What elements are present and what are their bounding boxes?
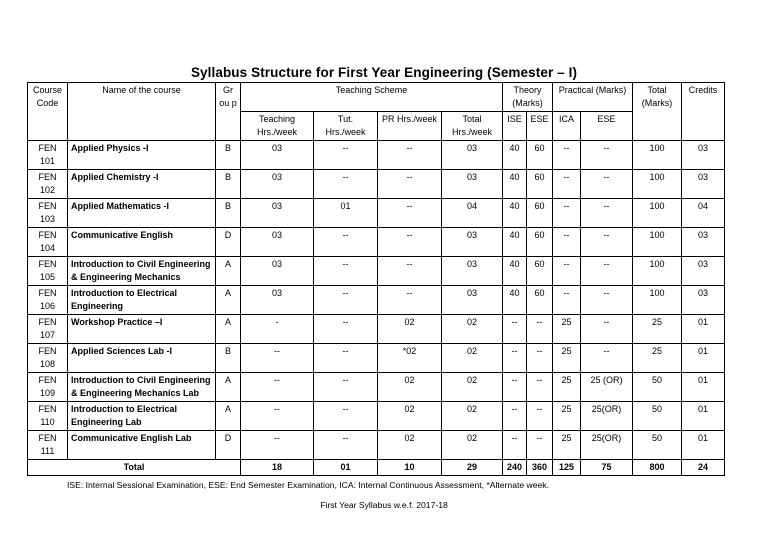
total-marks-sum: 800 [633, 460, 682, 476]
course-code: FEN 110 [28, 402, 68, 431]
total-hrs: 02 [442, 373, 503, 402]
header-teaching-scheme: Teaching Scheme [241, 83, 503, 112]
total-hrs: 03 [442, 170, 503, 199]
group: B [216, 141, 241, 170]
practical-ese: 25(OR) [581, 431, 633, 460]
total-hrs: 03 [442, 228, 503, 257]
table-row [28, 199, 725, 228]
ise: 40 [503, 228, 527, 257]
practical-ese: -- [581, 170, 633, 199]
credits: 01 [682, 402, 725, 431]
practical-ese: -- [581, 257, 633, 286]
ese: -- [527, 373, 553, 402]
total-marks: 25 [633, 344, 682, 373]
pr: 02 [378, 315, 442, 344]
teaching: -- [241, 402, 314, 431]
credits: 03 [682, 170, 725, 199]
practical-ese: -- [581, 286, 633, 315]
header-total-hrs: Total Hrs./week [442, 112, 503, 141]
ica: 25 [553, 402, 581, 431]
ese: -- [527, 344, 553, 373]
group: A [216, 286, 241, 315]
teaching: -- [241, 344, 314, 373]
total-hrs: 02 [442, 315, 503, 344]
pr: 02 [378, 402, 442, 431]
ica: -- [553, 199, 581, 228]
course-code: FEN 109 [28, 373, 68, 402]
tut: 01 [314, 199, 378, 228]
header-ese: ESE [527, 112, 553, 141]
ise: 40 [503, 170, 527, 199]
tut: -- [314, 431, 378, 460]
header-course-name: Name of the course [68, 83, 216, 141]
group: B [216, 199, 241, 228]
course-code: FEN 104 [28, 228, 68, 257]
tut: -- [314, 170, 378, 199]
tut: -- [314, 344, 378, 373]
credits: 01 [682, 431, 725, 460]
total-marks: 50 [633, 431, 682, 460]
teaching: -- [241, 431, 314, 460]
document-title: Syllabus Structure for First Year Engineering (Semester – I) [190, 65, 578, 80]
teaching: 03 [241, 170, 314, 199]
ese: 60 [527, 199, 553, 228]
total-marks: 25 [633, 315, 682, 344]
total-ise: 240 [503, 460, 527, 476]
pr: -- [378, 228, 442, 257]
syllabus-table [27, 82, 725, 476]
course-code: FEN 106 [28, 286, 68, 315]
total-marks: 100 [633, 228, 682, 257]
table-row [28, 257, 725, 286]
total-marks: 100 [633, 141, 682, 170]
tut: -- [314, 228, 378, 257]
course-name: Communicative English Lab [68, 431, 216, 460]
credits: 01 [682, 315, 725, 344]
credits: 03 [682, 286, 725, 315]
header-course-code: Course Code [28, 83, 68, 141]
ise: -- [503, 402, 527, 431]
practical-ese: -- [581, 315, 633, 344]
header-practical-ese: ESE [581, 112, 633, 141]
total-marks: 100 [633, 257, 682, 286]
tut: -- [314, 286, 378, 315]
credits: 01 [682, 373, 725, 402]
tut: -- [314, 373, 378, 402]
course-code: FEN 103 [28, 199, 68, 228]
table-row [28, 315, 725, 344]
ica: 25 [553, 315, 581, 344]
header-ica: ICA [553, 112, 581, 141]
course-name: Applied Sciences Lab -I [68, 344, 216, 373]
total-hrs: 02 [442, 344, 503, 373]
pr: -- [378, 170, 442, 199]
course-name: Introduction to Civil Engineering & Engineering Mechanics [68, 257, 216, 286]
ise: -- [503, 431, 527, 460]
header-tut: Tut. Hrs./week [314, 112, 378, 141]
ise: -- [503, 344, 527, 373]
table-row [28, 286, 725, 315]
ica: -- [553, 286, 581, 315]
ise: -- [503, 373, 527, 402]
credits: 03 [682, 141, 725, 170]
pr: -- [378, 141, 442, 170]
course-code: FEN 107 [28, 315, 68, 344]
course-code: FEN 111 [28, 431, 68, 460]
ica: 25 [553, 431, 581, 460]
ica: -- [553, 257, 581, 286]
table-row [28, 141, 725, 170]
teaching: 03 [241, 199, 314, 228]
ise: 40 [503, 286, 527, 315]
ise: 40 [503, 199, 527, 228]
tut: -- [314, 257, 378, 286]
total-hrs: 03 [442, 141, 503, 170]
header-group: Gr ou p [216, 83, 241, 141]
teaching: 03 [241, 286, 314, 315]
total-ica: 125 [553, 460, 581, 476]
page-footer: First Year Syllabus w.e.f. 2017-18 [320, 500, 448, 510]
pr: *02 [378, 344, 442, 373]
tut: -- [314, 402, 378, 431]
ese: 60 [527, 257, 553, 286]
ese: 60 [527, 286, 553, 315]
credits: 03 [682, 257, 725, 286]
total-ese: 360 [527, 460, 553, 476]
teaching: 03 [241, 141, 314, 170]
pr: -- [378, 199, 442, 228]
ese: 60 [527, 170, 553, 199]
group: B [216, 170, 241, 199]
course-name: Workshop Practice –I [68, 315, 216, 344]
table-row [28, 402, 725, 431]
course-code: FEN 105 [28, 257, 68, 286]
total-hrs: 03 [442, 257, 503, 286]
ese: -- [527, 315, 553, 344]
table-row [28, 170, 725, 199]
credits: 01 [682, 344, 725, 373]
ica: -- [553, 141, 581, 170]
group: A [216, 257, 241, 286]
practical-ese: 25(OR) [581, 402, 633, 431]
header-practical: Practical (Marks) [553, 83, 633, 112]
practical-ese: -- [581, 199, 633, 228]
practical-ese: -- [581, 344, 633, 373]
total-hrs: 02 [442, 402, 503, 431]
header-pr: PR Hrs./week [378, 112, 442, 141]
total-tut: 01 [314, 460, 378, 476]
table-row [28, 228, 725, 257]
teaching: -- [241, 373, 314, 402]
total-marks: 50 [633, 402, 682, 431]
ise: 40 [503, 141, 527, 170]
total-hrs: 04 [442, 199, 503, 228]
group: A [216, 373, 241, 402]
total-hrs: 02 [442, 431, 503, 460]
practical-ese: -- [581, 141, 633, 170]
total-practical-ese: 75 [581, 460, 633, 476]
course-name: Introduction to Electrical Engineering Lab [68, 402, 216, 431]
ese: -- [527, 402, 553, 431]
total-marks: 50 [633, 373, 682, 402]
ica: -- [553, 170, 581, 199]
ese: 60 [527, 228, 553, 257]
total-teaching: 18 [241, 460, 314, 476]
pr: 02 [378, 431, 442, 460]
group: D [216, 431, 241, 460]
course-code: FEN 108 [28, 344, 68, 373]
teaching: - [241, 315, 314, 344]
abbreviation-legend: ISE: Internal Sessional Examination, ESE: End Semester Examination, ICA: Internal Continuous Assessment, *Alternate week. [67, 480, 549, 490]
total-marks: 100 [633, 199, 682, 228]
header-row-1 [28, 83, 725, 112]
total-label: Total [28, 460, 241, 476]
table-row [28, 373, 725, 402]
teaching: 03 [241, 228, 314, 257]
table-row [28, 431, 725, 460]
practical-ese: -- [581, 228, 633, 257]
ica: 25 [553, 373, 581, 402]
course-name: Introduction to Civil Engineering & Engineering Mechanics Lab [68, 373, 216, 402]
header-theory: Theory (Marks) [503, 83, 553, 112]
course-name: Applied Chemistry -I [68, 170, 216, 199]
ese: 60 [527, 141, 553, 170]
header-ise: ISE [503, 112, 527, 141]
course-code: FEN 102 [28, 170, 68, 199]
ise: -- [503, 315, 527, 344]
total-marks: 100 [633, 170, 682, 199]
course-code: FEN 101 [28, 141, 68, 170]
teaching: 03 [241, 257, 314, 286]
ise: 40 [503, 257, 527, 286]
table-row [28, 344, 725, 373]
pr: 02 [378, 373, 442, 402]
total-pr: 10 [378, 460, 442, 476]
total-marks: 100 [633, 286, 682, 315]
group: D [216, 228, 241, 257]
total-hrs-sum: 29 [442, 460, 503, 476]
tut: -- [314, 141, 378, 170]
group: A [216, 315, 241, 344]
group: A [216, 402, 241, 431]
header-credits: Credits [682, 83, 725, 141]
credits: 03 [682, 228, 725, 257]
practical-ese: 25 (OR) [581, 373, 633, 402]
course-name: Applied Mathematics -I [68, 199, 216, 228]
total-row [28, 460, 725, 476]
ese: -- [527, 431, 553, 460]
total-credits: 24 [682, 460, 725, 476]
pr: -- [378, 286, 442, 315]
credits: 04 [682, 199, 725, 228]
header-total-marks: Total (Marks) [633, 83, 682, 141]
tut: -- [314, 315, 378, 344]
header-teaching: Teaching Hrs./week [241, 112, 314, 141]
pr: -- [378, 257, 442, 286]
ica: 25 [553, 344, 581, 373]
ica: -- [553, 228, 581, 257]
course-name: Introduction to Electrical Engineering [68, 286, 216, 315]
group: B [216, 344, 241, 373]
total-hrs: 03 [442, 286, 503, 315]
course-name: Communicative English [68, 228, 216, 257]
course-name: Applied Physics -I [68, 141, 216, 170]
